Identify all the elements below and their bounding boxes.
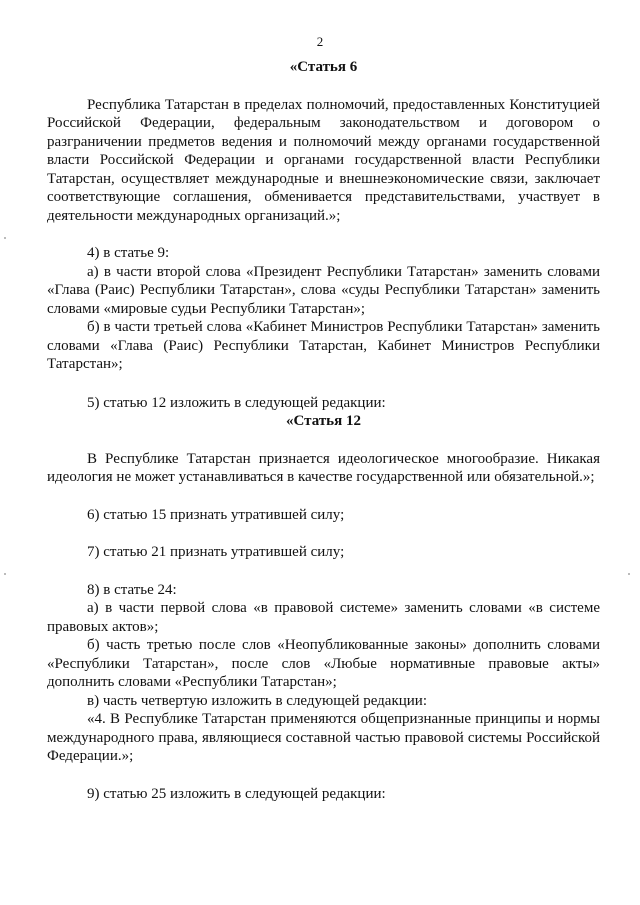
item-8-subitem-b: б) часть третью после слов «Неопубликованные законы» дополнить словами «Республики Татарстан», после слов «Любые нормативные правовые акты» дополнить словами «Республики Татарстан»; [47, 637, 600, 690]
item-9: 9) статью 25 изложить в следующей редакции: [87, 785, 386, 802]
scan-speck [628, 573, 630, 575]
scan-speck [4, 237, 6, 239]
item-5-title: 5) статью 12 изложить в следующей редакции: [87, 394, 386, 411]
article-12-heading: «Статья 12 [286, 413, 361, 429]
page-number: 2 [316, 34, 324, 49]
item-8-subitem-c: в) часть четвертую изложить в следующей редакции: [87, 692, 428, 709]
item-4-subitem-b: б) в части третьей слова «Кабинет Министров Республики Татарстан» заменить словами «Глава (Раис) Республики Татарстан, Кабинет Министров Республики Татарстан»; [47, 319, 600, 372]
item-6: 6) статью 15 признать утратившей силу; [87, 506, 345, 523]
item-8-quote: «4. В Республике Татарстан применяются общепризнанные принципы и нормы международного права, являющиеся составной частью правовой системы Российской Федерации.»; [47, 711, 600, 764]
item-8-subitem-a: а) в части первой слова «в правовой системе» заменить словами «в системе правовых актов»; [47, 600, 600, 635]
item-4-subitem-a: а) в части второй слова «Президент Республики Татарстан» заменить словами «Глава (Раис) Республики Татарстан», слова «суды Республики Татарстан» заменить словами «мировые судьи Республики Татарстан»; [47, 263, 600, 317]
item-7: 7) статью 21 признать утратившей силу; [87, 544, 345, 560]
article-12-text: В Республике Татарстан признается идеологическое многообразие. Никакая идеология не может устанавливаться в качестве государственной или обязательной.»; [47, 450, 600, 485]
scan-speck [4, 573, 6, 575]
document-body [47, 58, 600, 803]
article-6-heading: «Статья 6 [289, 59, 358, 75]
item-8-title: 8) в статье 24: [87, 581, 177, 598]
item-4-title: 4) в статье 9: [87, 245, 170, 261]
article-6-text: Республика Татарстан в пределах полномочий, предоставленных Конституцией Российской Федерации, федеральным законодательством и договором о разграничении предметов ведения и полномочий между органами государственной власти Российской Федерации и органами государственной власти Республики Татарстан, осуществляет международные и внешнеэкономические связи, заключает соответствующие соглашения, обменивается представительствами, участвует в деятельности международных организаций.»; [47, 96, 600, 224]
